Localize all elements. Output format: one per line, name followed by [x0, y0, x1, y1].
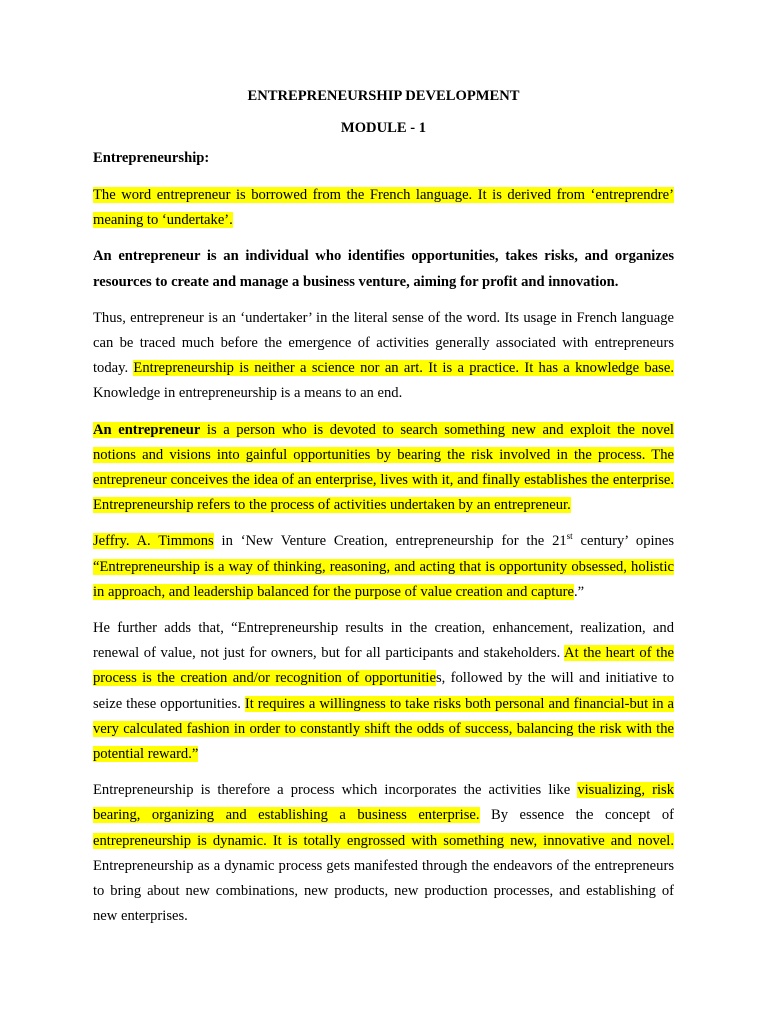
paragraph-definition: An entrepreneur is an individual who identifies opportunities, takes risks, and organizes resources to create and manage a business venture, aiming for profit and innovation.	[93, 248, 674, 290]
document-title: ENTREPRENEURSHIP DEVELOPMENT	[247, 88, 520, 104]
superscript: st	[566, 530, 573, 541]
text-run: Entrepreneurship is therefore a process which incorporates the activities like	[93, 782, 578, 799]
highlight: The word entrepreneur is borrowed from the French language. It is derived from ‘entreprendre’ meaning to ‘undertake’.	[93, 187, 674, 229]
bold-term: An entrepreneur	[93, 421, 201, 438]
text-run: century’ opines	[572, 533, 674, 550]
highlight: Entrepreneurship is neither a science nor an art. It is a practice. It has a knowledge base.	[133, 360, 674, 377]
text-run: Knowledge in entrepreneurship is a means to an end.	[93, 385, 403, 402]
paragraph-origin	[93, 183, 674, 233]
paragraph-undertaker	[93, 306, 674, 407]
text-run: Thus, entrepreneur is an ‘undertaker’ in the literal sense of the word. Its usage in French language can be traced much before the emergence of activities generally associated with entrepreneurs today.	[93, 309, 674, 377]
highlight: “Entrepreneurship is a way of thinking, reasoning, and acting that is opportunity obsessed, holistic in approach, and leadership balanced for the purpose of value creation and capture	[93, 558, 674, 600]
paragraph-further-adds	[93, 616, 674, 767]
section-heading: Entrepreneurship:	[93, 150, 210, 166]
text-run: He further adds that, “Entrepreneurship results in the creation, enhancement, realization, and renewal of value, not just for owners, but for all participants and stakeholders.	[93, 620, 674, 662]
highlight: Jeffry. A. Timmons	[93, 533, 214, 550]
highlight: visualizing, risk bearing, organizing and establishing a business enterprise.	[93, 782, 674, 824]
highlight: is a person who is devoted to search something new and exploit the novel notions and visions into gainful opportunities by bearing the risk involved in the process. The entrepreneur conceives the idea of an enterprise, lives with it, and finally establishes the enterprise. Entrepreneurship refers to the process of activities undertaken by an entrepreneur.	[93, 421, 674, 514]
highlight-bold	[93, 422, 200, 438]
module-heading: MODULE - 1	[340, 120, 427, 136]
text-run: in ‘New Venture Creation, entrepreneurship for the 21	[213, 533, 567, 550]
text-run: By essence the concept of	[479, 807, 675, 824]
text-run: s, followed by the will and initiative to seize these opportunities.	[93, 670, 674, 712]
paragraph-process	[93, 778, 674, 929]
paragraph-entrepreneur	[93, 418, 674, 519]
text-run: Entrepreneurship as a dynamic process gets manifested through the endeavors of the entrepreneurs to bring about new combinations, new products, new production processes, and establishing of new enterprises.	[93, 857, 674, 925]
text-run: .”	[573, 583, 585, 600]
highlight: At the heart of the process is the creation and/or recognition of opportunitie	[93, 645, 674, 687]
paragraph-timmons	[93, 529, 674, 605]
highlight: entrepreneurship is dynamic. It is totally engrossed with something new, innovative and novel.	[93, 832, 674, 849]
highlight: It requires a willingness to take risks both personal and financial-but in a very calculated fashion in order to constantly shift the odds of success, balancing the risk with the potential reward.”	[93, 695, 675, 763]
